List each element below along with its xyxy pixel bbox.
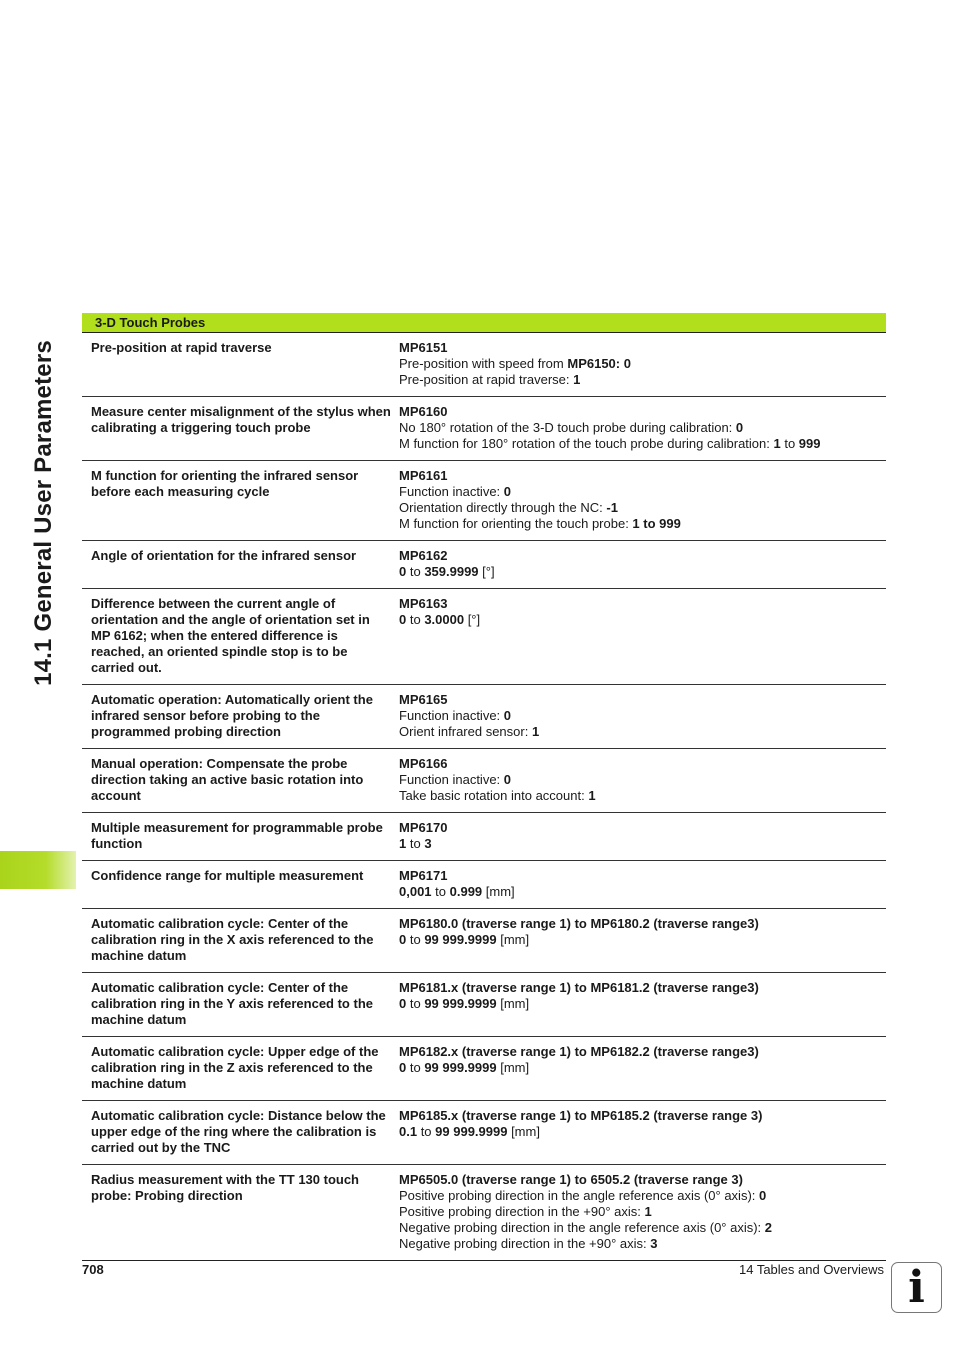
value-emphasis: 0 <box>503 708 512 723</box>
chapter-side-title-text: 14.1 General User Parameters <box>30 339 58 686</box>
value-text: [°] <box>478 564 495 579</box>
value-emphasis: 0.999 <box>449 884 483 899</box>
value-emphasis: -1 <box>606 500 618 515</box>
parameter-values <box>399 1108 886 1156</box>
value-text: [mm] <box>507 1124 540 1139</box>
table-row <box>82 861 886 909</box>
parameter-description: Measure center misalignment of the stylus when calibrating a triggering touch probe <box>91 404 391 435</box>
parameter-value-line <box>399 1124 880 1140</box>
parameter-value-line <box>399 836 880 852</box>
parameter-value-line <box>399 516 880 532</box>
parameter-values <box>399 340 886 388</box>
parameter-value-line <box>399 356 880 372</box>
table-row <box>82 685 886 749</box>
value-emphasis: 99 999.9999 <box>424 1060 497 1075</box>
parameter-value-line <box>399 788 880 804</box>
value-text: [°] <box>464 612 481 627</box>
machine-parameter-id: MP6185.x (traverse range 1) to MP6185.2 (traverse range 3) <box>399 1108 763 1123</box>
value-text: Pre-position with speed from <box>399 356 568 371</box>
value-text: Positive probing direction in the +90° axis: <box>399 1204 645 1219</box>
value-emphasis: 1 to 999 <box>632 516 681 531</box>
value-text: Orientation directly through the NC: <box>399 500 607 515</box>
value-text: Function inactive: <box>399 484 504 499</box>
value-text: to <box>406 564 425 579</box>
value-emphasis: 0 <box>735 420 744 435</box>
value-text: Negative probing direction in the angle reference axis (0° axis): <box>399 1220 765 1235</box>
parameter-table <box>82 313 886 1261</box>
chapter-reference: 14 Tables and Overviews <box>738 1262 884 1277</box>
parameter-value-line <box>399 1060 880 1076</box>
value-emphasis: 0 <box>759 1188 767 1203</box>
parameter-value-line <box>399 1220 880 1236</box>
value-emphasis: 0 <box>399 564 407 579</box>
value-text: M function for orienting the touch probe: <box>399 516 633 531</box>
value-text: M function for 180° rotation of the touch probe during calibration: <box>399 436 774 451</box>
value-text: Pre-position at rapid traverse: <box>399 372 574 387</box>
value-text: Function inactive: <box>399 772 504 787</box>
parameter-value-line <box>399 772 880 788</box>
info-icon <box>891 1262 942 1313</box>
parameter-description: Multiple measurement for programmable probe function <box>91 820 383 851</box>
value-emphasis: 1 <box>399 836 407 851</box>
parameter-values <box>399 548 886 580</box>
value-text: [mm] <box>496 996 530 1011</box>
machine-parameter-id: MP6162 <box>399 548 448 563</box>
value-emphasis: 99 999.9999 <box>424 996 497 1011</box>
value-emphasis: MP6150: 0 <box>567 356 631 371</box>
parameter-description: M function for orienting the infrared sensor before each measuring cycle <box>91 468 359 499</box>
value-text: Orient infrared sensor: <box>399 724 532 739</box>
value-text: to <box>406 612 425 627</box>
table-row <box>82 749 886 813</box>
value-emphasis: 99 999.9999 <box>424 932 497 947</box>
machine-parameter-id: MP6166 <box>399 756 448 771</box>
value-emphasis: 1 <box>573 372 581 387</box>
machine-parameter-id: MP6170 <box>399 820 448 835</box>
parameter-value-line <box>399 996 880 1012</box>
parameter-description: Angle of orientation for the infrared sensor <box>91 548 357 563</box>
page-number: 708 <box>82 1262 104 1277</box>
parameter-value-line <box>399 884 880 900</box>
parameter-description: Manual operation: Compensate the probe direction taking an active basic rotation into account <box>91 756 364 803</box>
parameter-description: Automatic calibration cycle: Center of the calibration ring in the X axis referenced to the machine datum <box>91 916 374 963</box>
value-emphasis: 0,001 <box>399 884 432 899</box>
value-text: to <box>406 996 425 1011</box>
parameter-description: Radius measurement with the TT 130 touch probe: Probing direction <box>91 1172 359 1203</box>
table-row <box>82 973 886 1037</box>
parameter-value-line <box>399 436 880 452</box>
table-row <box>82 589 886 685</box>
value-text: to <box>431 884 450 899</box>
value-emphasis: 3 <box>650 1236 658 1251</box>
parameter-values <box>399 596 886 676</box>
value-emphasis: 0 <box>399 932 407 947</box>
parameter-value-line <box>399 708 880 724</box>
parameter-values <box>399 980 886 1028</box>
parameter-value-line <box>399 420 880 436</box>
machine-parameter-id: MP6160 <box>399 404 448 419</box>
machine-parameter-id: MP6151 <box>399 340 448 355</box>
chapter-side-title <box>24 310 64 715</box>
value-emphasis: 0 <box>399 996 407 1011</box>
parameter-values <box>399 820 886 852</box>
table-heading: 3-D Touch Probes <box>82 313 886 333</box>
value-text: to <box>406 932 425 947</box>
parameter-values <box>399 692 886 740</box>
machine-parameter-id: MP6163 <box>399 596 448 611</box>
parameter-value-line <box>399 612 880 628</box>
table-body <box>82 333 886 1261</box>
value-emphasis: 0.1 <box>399 1124 418 1139</box>
machine-parameter-id: MP6182.x (traverse range 1) to MP6182.2 (traverse range3) <box>399 1044 759 1059</box>
table-row <box>82 461 886 541</box>
value-text: to <box>406 836 425 851</box>
machine-parameter-id: MP6165 <box>399 692 448 707</box>
value-emphasis: 0 <box>399 612 407 627</box>
parameter-value-line <box>399 564 880 580</box>
parameter-values <box>399 1044 886 1092</box>
value-text: Take basic rotation into account: <box>399 788 589 803</box>
parameter-description: Automatic operation: Automatically orient the infrared sensor before probing to the programmed probing direction <box>91 692 373 739</box>
value-text: Positive probing direction in the angle reference axis (0° axis): <box>399 1188 759 1203</box>
value-emphasis: 0 <box>503 484 512 499</box>
parameter-value-line <box>399 932 880 948</box>
parameter-values <box>399 756 886 804</box>
table-row <box>82 909 886 973</box>
table-row <box>82 1101 886 1165</box>
value-text: No 180° rotation of the 3-D touch probe during calibration: <box>399 420 736 435</box>
machine-parameter-id: MP6180.0 (traverse range 1) to MP6180.2 (traverse range3) <box>399 916 759 931</box>
value-text: to <box>417 1124 436 1139</box>
value-emphasis: 1 <box>588 788 596 803</box>
parameter-value-line <box>399 1188 880 1204</box>
parameter-description: Automatic calibration cycle: Upper edge of the calibration ring in the Z axis referenced to the machine datum <box>91 1044 379 1091</box>
value-emphasis: 1 <box>531 724 540 739</box>
machine-parameter-id: MP6161 <box>399 468 448 483</box>
chapter-tab-marker <box>0 851 76 889</box>
value-emphasis: 2 <box>764 1220 773 1235</box>
parameter-value-line <box>399 1236 880 1252</box>
table-row <box>82 1165 886 1261</box>
machine-parameter-id: MP6505.0 (traverse range 1) to 6505.2 (traverse range 3) <box>399 1172 743 1187</box>
value-emphasis: 1 <box>644 1204 652 1219</box>
value-emphasis: 0 <box>503 772 512 787</box>
machine-parameter-id: MP6171 <box>399 868 448 883</box>
value-text: [mm] <box>496 1060 530 1075</box>
parameter-description: Confidence range for multiple measurement <box>91 868 364 883</box>
value-text: Function inactive: <box>399 708 504 723</box>
value-emphasis: 3.0000 <box>424 612 465 627</box>
parameter-values <box>399 468 886 532</box>
value-emphasis: 999 <box>798 436 821 451</box>
parameter-values <box>399 868 886 900</box>
parameter-description: Automatic calibration cycle: Center of the calibration ring in the Y axis referenced to the machine datum <box>91 980 373 1027</box>
parameter-values <box>399 404 886 452</box>
value-text: [mm] <box>496 932 530 947</box>
table-row <box>82 1037 886 1101</box>
value-text: to <box>780 436 799 451</box>
parameter-value-line <box>399 724 880 740</box>
parameter-values <box>399 1172 886 1252</box>
table-row <box>82 333 886 397</box>
parameter-description: Automatic calibration cycle: Distance below the upper edge of the ring where the calibration is carried out by the TNC <box>91 1108 386 1155</box>
parameter-value-line <box>399 484 880 500</box>
parameter-values <box>399 916 886 964</box>
value-emphasis: 3 <box>424 836 432 851</box>
value-text: to <box>406 1060 425 1075</box>
table-row <box>82 541 886 589</box>
value-emphasis: 99 999.9999 <box>435 1124 508 1139</box>
value-emphasis: 359.9999 <box>424 564 479 579</box>
machine-parameter-id: MP6181.x (traverse range 1) to MP6181.2 (traverse range3) <box>399 980 759 995</box>
parameter-value-line <box>399 1204 880 1220</box>
value-emphasis: 0 <box>399 1060 407 1075</box>
table-row <box>82 397 886 461</box>
value-text: [mm] <box>482 884 515 899</box>
parameter-description: Pre-position at rapid traverse <box>91 340 272 355</box>
value-emphasis: 1 <box>773 436 781 451</box>
parameter-value-line <box>399 500 880 516</box>
parameter-value-line <box>399 372 880 388</box>
value-text: Negative probing direction in the +90° axis: <box>399 1236 651 1251</box>
table-row <box>82 813 886 861</box>
info-icon-glyph: i <box>908 1261 925 1313</box>
parameter-description: Difference between the current angle of orientation and the angle of orientation set in MP 6162; when the entered difference is reached, an oriented spindle stop is to be carried out. <box>91 596 370 675</box>
